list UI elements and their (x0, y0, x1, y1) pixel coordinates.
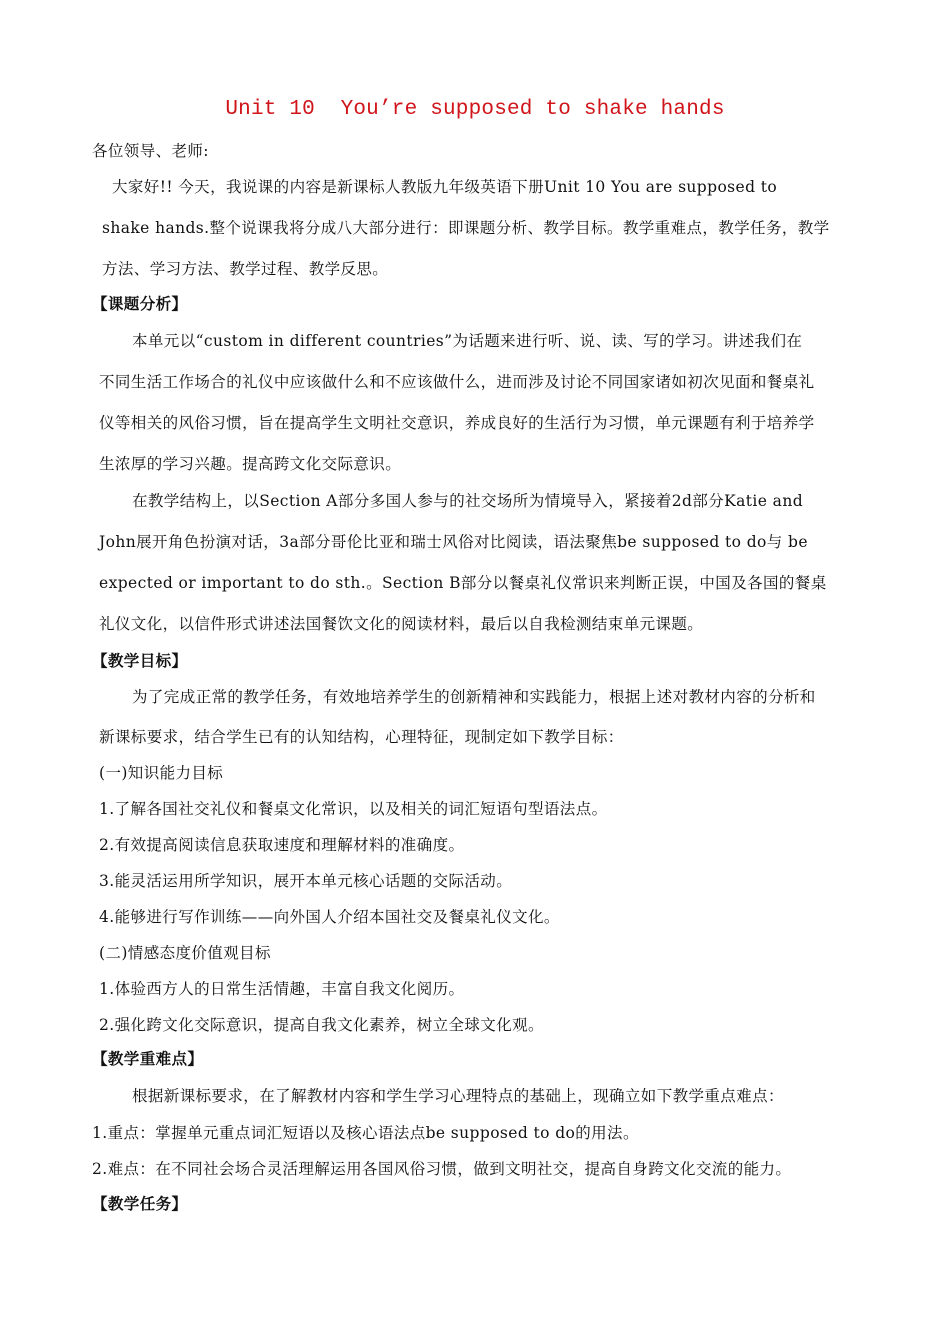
paragraph-line: 根据新课标要求，在了解教材内容和学生学习心理特点的基础上，现确立如下教学重点难点： (132, 1087, 784, 1105)
list-item: 3.能灵活运用所学知识，展开本单元核心话题的交际活动。 (99, 872, 513, 890)
intro-line: shake hands.整个说课我将分成八大部分进行：即课题分析、教学目标。教学重难点，教学任务，教学 (102, 219, 830, 237)
paragraph-line: 新课标要求，结合学生已有的认知结构，心理特征，现制定如下教学目标： (99, 728, 624, 746)
paragraph-line: 在教学结构上，以Section A部分多国人参与的社交场所为情境导入，紧接着2d部分Katie and (132, 492, 804, 510)
list-item: 1.重点：掌握单元重点词汇短语以及核心语法点be supposed to do的用法。 (92, 1124, 639, 1142)
list-item: 1.体验西方人的日常生活情趣，丰富自我文化阅历。 (99, 980, 465, 998)
intro-line: 方法、学习方法、教学过程、教学反思。 (102, 260, 389, 278)
section-heading-tasks: 【教学任务】 (92, 1195, 188, 1213)
list-item: 2.难点：在不同社会场合灵活理解运用各国风俗习惯，做到文明社交，提高自身跨文化交流的能力。 (92, 1160, 792, 1178)
document-title: Unit 10 You’re supposed to shake hands (225, 98, 725, 121)
paragraph-line: 生浓厚的学习兴趣。提高跨文化交际意识。 (99, 455, 402, 473)
subheading: (二)情感态度价值观目标 (99, 944, 271, 962)
intro-line: 大家好!! 今天，我说课的内容是新课标人教版九年级英语下册Unit 10 You are supposed to (112, 178, 778, 196)
list-item: 1.了解各国社交礼仪和餐桌文化常识，以及相关的词汇短语句型语法点。 (99, 800, 608, 818)
section-heading-key: 【教学重难点】 (92, 1050, 204, 1068)
list-item: 2.有效提高阅读信息获取速度和理解材料的准确度。 (99, 836, 465, 854)
paragraph-line: John展开角色扮演对话，3a部分哥伦比亚和瑞士风俗对比阅读，语法聚焦be supposed to do与 be (99, 533, 808, 551)
section-heading-analysis: 【课题分析】 (92, 295, 188, 313)
paragraph-line: 本单元以“custom in different countries”为话题来进行听、说、读、写的学习。讲述我们在 (132, 332, 803, 350)
list-item: 2.强化跨文化交际意识，提高自我文化素养，树立全球文化观。 (99, 1016, 544, 1034)
section-heading-goals: 【教学目标】 (92, 652, 188, 670)
paragraph-line: 为了完成正常的教学任务，有效地培养学生的创新精神和实践能力，根据上述对教材内容的分析和 (132, 688, 816, 706)
greeting: 各位领导、老师: (92, 142, 209, 160)
paragraph-line: 礼仪文化，以信件形式讲述法国餐饮文化的阅读材料，最后以自我检测结束单元课题。 (99, 615, 704, 633)
paragraph-line: 仪等相关的风俗习惯，旨在提高学生文明社交意识，养成良好的生活行为习惯，单元课题有利于培养学 (99, 414, 815, 432)
paragraph-line: expected or important to do sth.。Section B部分以餐桌礼仪常识来判断正误，中国及各国的餐桌 (99, 574, 827, 592)
list-item: 4.能够进行写作训练——向外国人介绍本国社交及餐桌礼仪文化。 (99, 908, 560, 926)
subheading: (一)知识能力目标 (99, 764, 224, 782)
paragraph-line: 不同生活工作场合的礼仪中应该做什么和不应该做什么，进而涉及讨论不同国家诸如初次见面和餐桌礼 (99, 373, 815, 391)
